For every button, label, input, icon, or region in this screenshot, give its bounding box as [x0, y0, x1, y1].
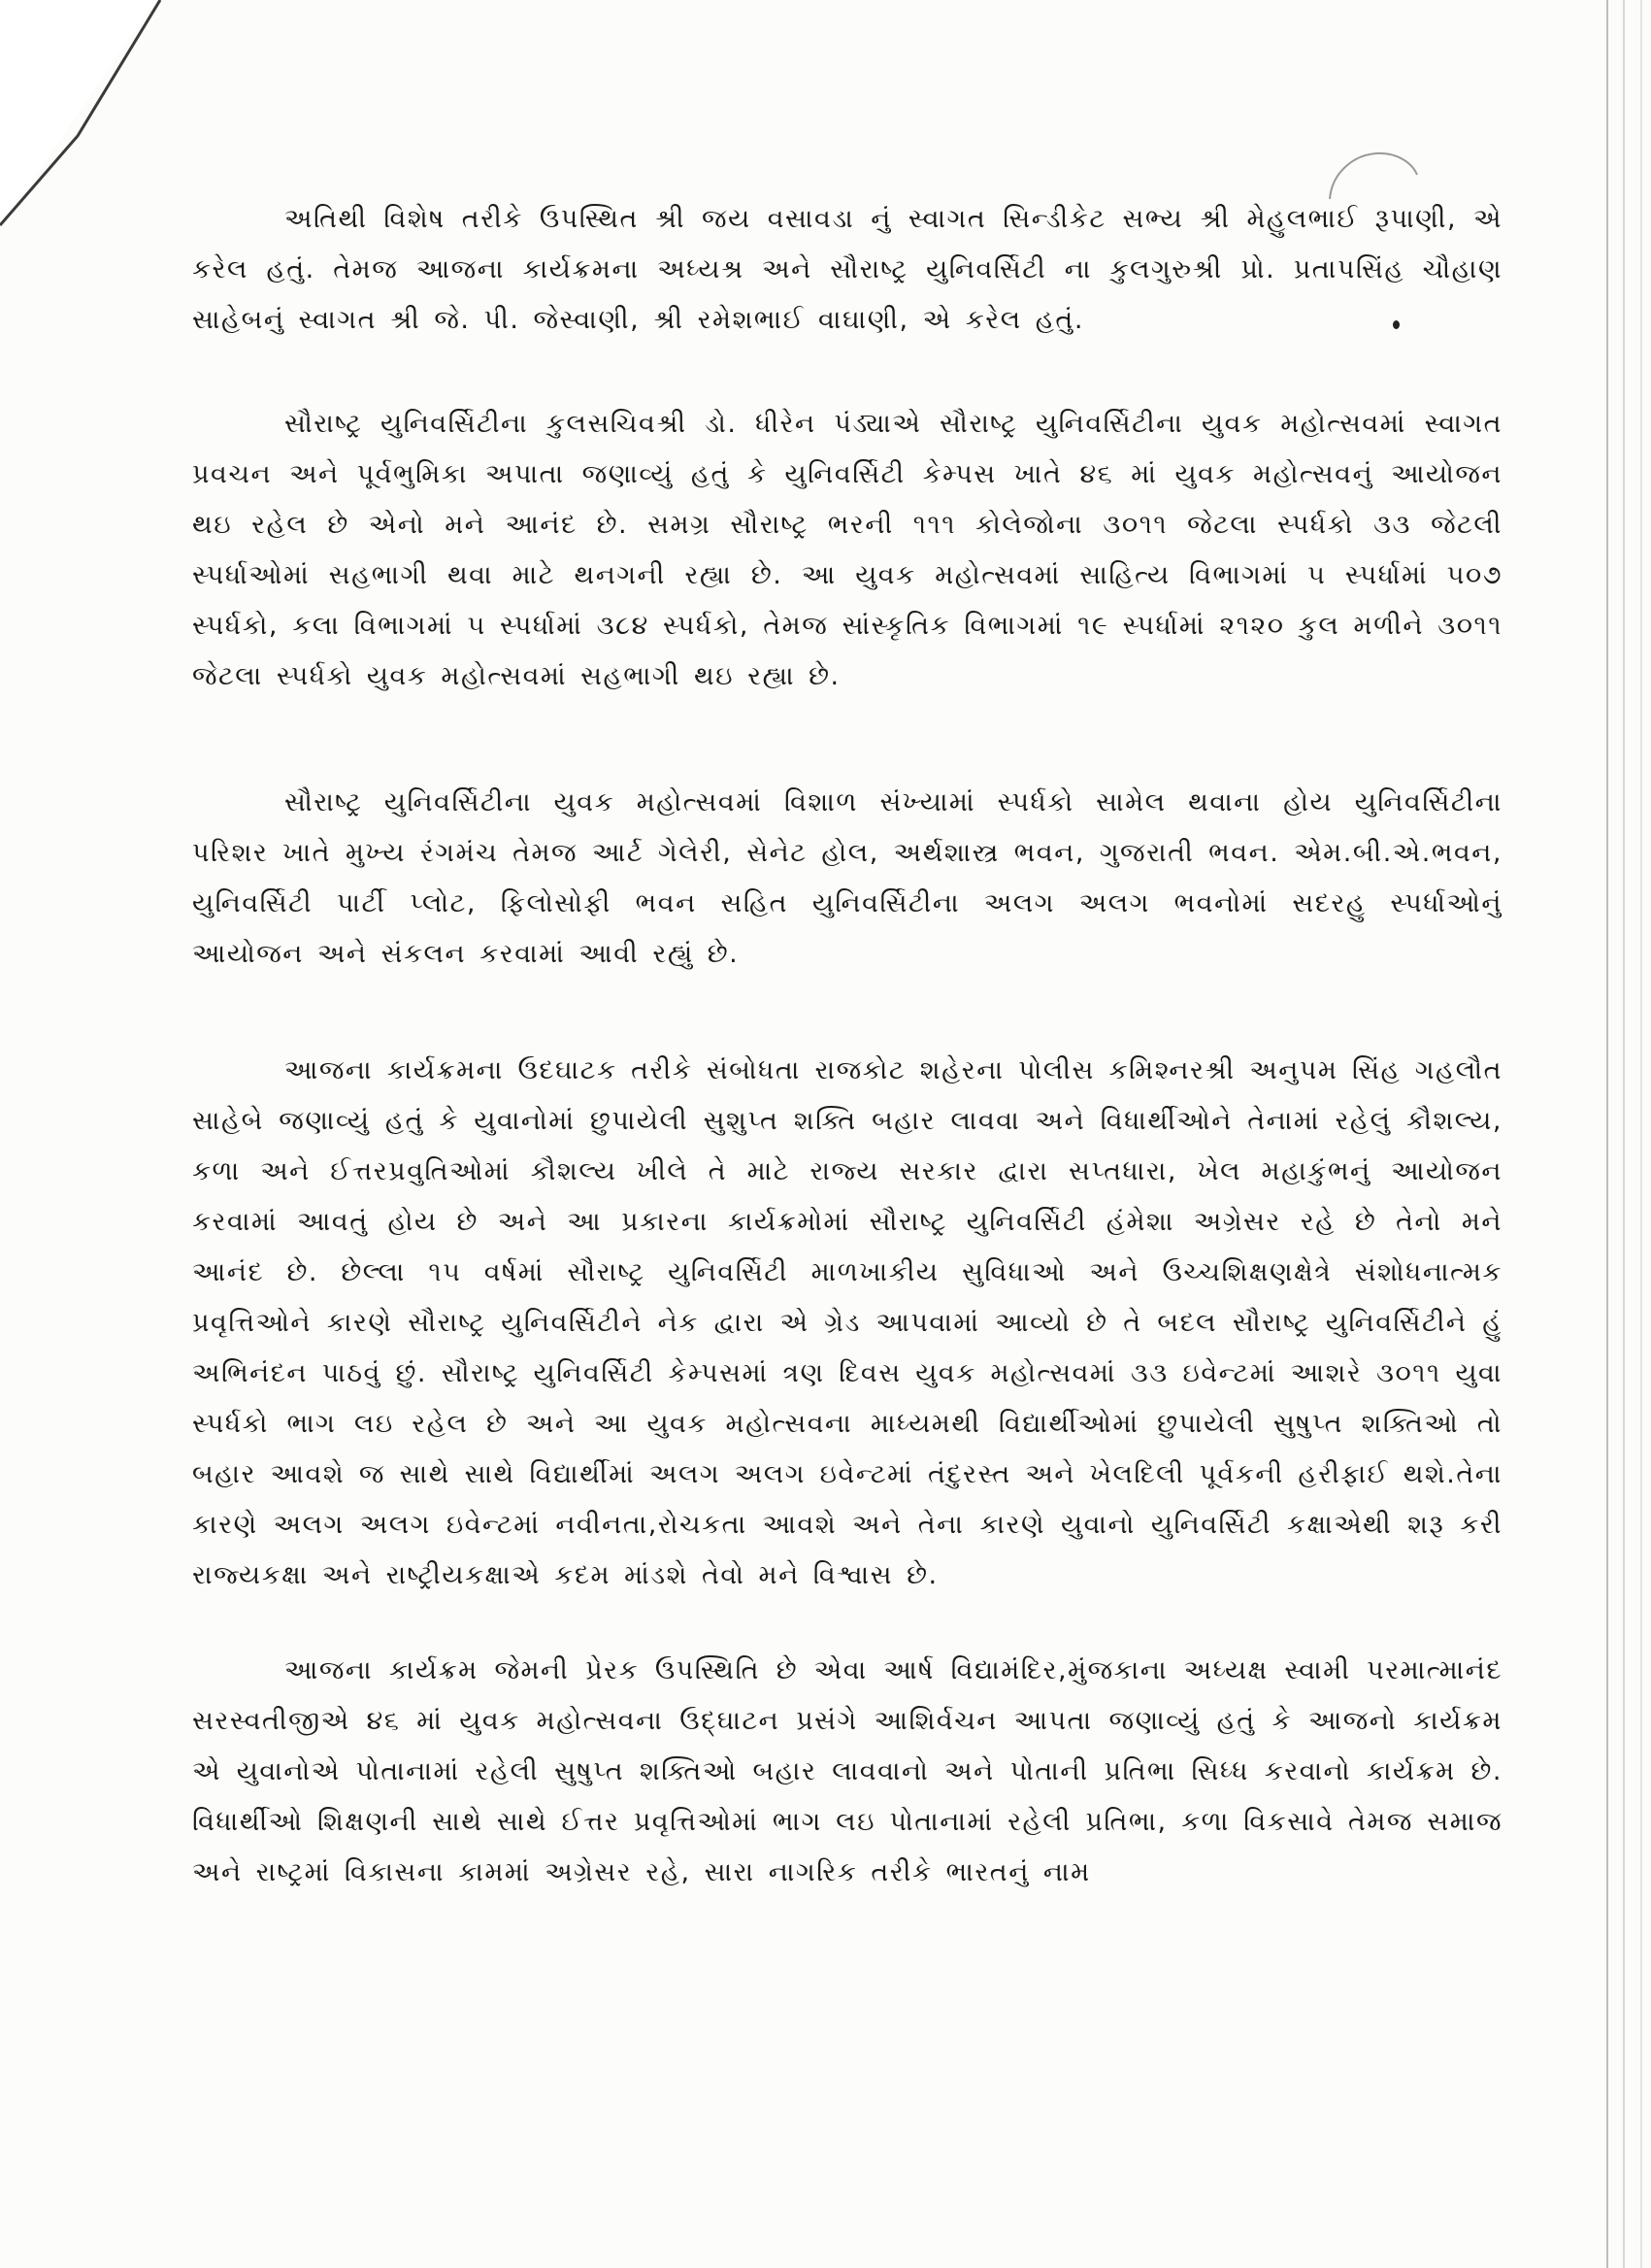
paragraph-swami-blessing: આજના કાર્યક્રમ જેમની પ્રેરક ઉપસ્થિતિ છે એવા આર્ષ વિદ્યામંદિર,મુંજકાના અધ્યક્ષ સ્વામી પરમાત્માનંદ સરસ્વતીજીએ ૪૬ માં યુવક મહોત્સવના ઉદ્ઘાટન પ્રસંગે આશિર્વચન આપતા જણાવ્યું હતું કે આજનો કાર્યક્રમ એ યુવાનોએ પોતાનામાં રહેલી સુષુપ્ત શક્તિઓ બહાર લાવવાનો અને પોતાની પ્રતિભા સિધ્ધ કરવાનો કાર્યક્રમ છે. વિધાર્થીઓ શિક્ષણની સાથે સાથે ઈત્તર પ્રવૃત્તિઓમાં ભાગ લઇ પોતાનામાં રહેલી પ્રતિભા, કળા વિકસાવે તેમજ સમાજ અને રાષ્ટ્રમાં વિકાસના કામમાં અગ્રેસર રહે, સારા નાગરિક તરીકે ભારતનું નામ — [192, 1655, 1502, 1887]
page-edge-line — [1623, 0, 1625, 2268]
document-body — [192, 194, 1502, 1898]
paragraph-inaugurator-speech: આજના કાર્યક્રમના ઉદઘાટક તરીકે સંબોધતા રાજકોટ શહેરના પોલીસ કમિશ્નરશ્રી અનુપમ સિંહ ગહલૌત સાહેબે જણાવ્યું હતું કે યુવાનોમાં છુપાયેલી સુશુપ્ત શક્તિ બહાર લાવવા અને વિધાર્થીઓને તેનામાં રહેલું કૌશલ્ય, કળા અને ઈત્તરપ્રવુતિઓમાં કૌશલ્ય ખીલે તે માટે રાજ્ય સરકાર દ્વારા સપ્તધારા, ખેલ મહાકુંભનું આયોજન કરવામાં આવતું હોય છે અને આ પ્રકારના કાર્યક્રમોમાં સૌરાષ્ટ્ર યુનિવર્સિટી હંમેશા અગ્રેસર રહે છે તેનો મને આનંદ છે. છેલ્લા ૧૫ વર્ષમાં સૌરાષ્ટ્ર યુનિવર્સિટી માળખાકીય સુવિધાઓ અને ઉચ્ચશિક્ષણક્ષેત્રે સંશોધનાત્મક પ્રવૃત્તિઓને કારણે સૌરાષ્ટ્ર યુનિવર્સિટીને નેક દ્વારા એ ગ્રેડ આપવામાં આવ્યો છે તે બદલ સૌરાષ્ટ્ર યુનિવર્સિટીને હું અભિનંદન પાઠવું છું. સૌરાષ્ટ્ર યુનિવર્સિટી કેમ્પસમાં ત્રણ દિવસ યુવક મહોત્સવમાં ૩૩ ઇવેન્ટમાં આશરે ૩૦૧૧ યુવા સ્પર્ધકો ભાગ લઇ રહેલ છે અને આ યુવક મહોત્સવના માધ્યમથી વિદ્યાર્થીઓમાં છુપાયેલી સુષુપ્ત શક્તિઓ તો બહાર આવશે જ સાથે સાથે વિદ્યાર્થીમાં અલગ અલગ ઇવેન્ટમાં તંદુરસ્ત અને ખેલદિલી પૂર્વકની હરીફાઈ થશે.તેના કારણે અલગ અલગ ઇવેન્ટમાં નવીનતા,રોચકતા આવશે અને તેના કારણે યુવાનો યુનિવર્સિટી કક્ષાએથી શરૂ કરી રાજ્યકક્ષા અને રાષ્ટ્રીયકક્ષાએ કદમ માંડશે તેવો મને વિશ્વાસ છે. — [192, 1055, 1502, 1590]
page-edge-line — [1606, 0, 1608, 2268]
paragraph-venues: સૌરાષ્ટ્ર યુનિવર્સિટીના યુવક મહોત્સવમાં વિશાળ સંખ્યામાં સ્પર્ધકો સામેલ થવાના હોય યુનિવર્સિટીના પરિશર ખાતે મુખ્ય રંગમંચ તેમજ આર્ટ ગેલેરી, સેનેટ હોલ, અર્થશાસ્ત્ર ભવન, ગુજરાતી ભવન. એમ.બી.એ.ભવન, યુનિવર્સિટી પાર્ટી પ્લોટ, ફિલોસોફી ભવન સહિત યુનિવર્સિટીના અલગ અલગ ભવનોમાં સદરહુ સ્પર્ધાઓનું આયોજન અને સંકલન કરવામાં આવી રહ્યું છે. — [192, 787, 1502, 969]
paragraph-guest-welcome: અતિથી વિશેષ તરીકે ઉપસ્થિત શ્રી જય વસાવડા નું સ્વાગત સિન્ડીકેટ સભ્ય શ્રી મેહુલભાઈ રૂપાણી, એ કરેલ હતું. તેમજ આજના કાર્યક્રમના અધ્યશ્ર અને સૌરાષ્ટ્ર યુનિવર્સિટી ના કુલગુરુશ્રી પ્રો. પ્રતાપસિંહ ચૌહાણ સાહેબનું સ્વાગત શ્રી જે. પી. જેસ્વાણી, શ્રી રમેશભાઈ વાઘાણી, એ કરેલ હતું. — [192, 204, 1502, 335]
paragraph-registrar-speech: સૌરાષ્ટ્ર યુનિવર્સિટીના કુલસચિવશ્રી ડો. ધીરેન પંડ્યાએ સૌરાષ્ટ્ર યુનિવર્સિટીના યુવક મહોત્સવમાં સ્વાગત પ્રવચન અને પૂર્વભુમિકા અપાતા જણાવ્યું હતું કે યુનિવર્સિટી કેમ્પસ ખાતે ૪૬ માં યુવક મહોત્સવનું આયોજન થઇ રહેલ છે એનો મને આનંદ છે. સમગ્ર સૌરાષ્ટ્ર ભરની ૧૧૧ કોલેજોના ૩૦૧૧ જેટલા સ્પર્ધકો ૩૩ જેટલી સ્પર્ધાઓમાં સહભાગી થવા માટે થનગની રહ્યા છે. આ યુવક મહોત્સવમાં સાહિત્ય વિભાગમાં ૫ સ્પર્ધામાં ૫૦૭ સ્પર્ધકો, કલા વિભાગમાં ૫ સ્પર્ધામાં ૩૮૪ સ્પર્ધકો, તેમજ સાંસ્કૃતિક વિભાગમાં ૧૯ સ્પર્ધામાં ૨૧૨૦ કુલ મળીને ૩૦૧૧ જેટલા સ્પર્ધકો યુવક મહોત્સવમાં સહભાગી થઇ રહ્યા છે. — [192, 409, 1502, 691]
page-edge-line — [1640, 0, 1642, 2268]
